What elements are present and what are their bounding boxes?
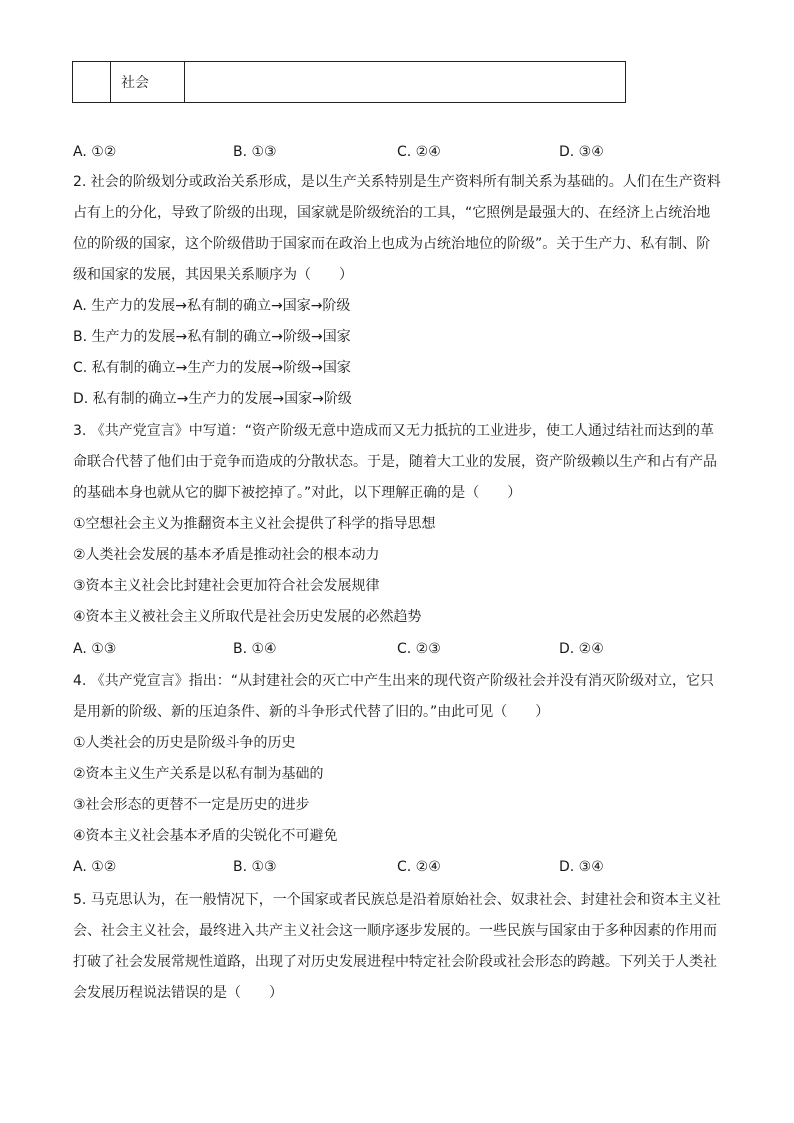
q5-stem-line: 会、社会主义社会，最终进入共产主义社会这一顺序逐步发展的。一些民族与国家由于多种因素的作用而	[73, 923, 717, 939]
q3-stem-line: 的基础本身也就从它的脚下被挖掉了。”对此，以下理解正确的是（ ）	[73, 485, 522, 501]
table-cell-content	[185, 62, 626, 103]
q3-statement: ④资本主义被社会主义所取代是社会历史发展的必然趋势	[73, 609, 422, 625]
q3-option-c[interactable]: C. ②③	[397, 641, 441, 657]
q2-choice-c[interactable]: C. 私有制的确立→生产力的发展→阶级→国家	[73, 360, 351, 376]
q4-option-a[interactable]: A. ①②	[73, 859, 117, 875]
q2-choice-b[interactable]: B. 生产力的发展→私有制的确立→阶级→国家	[73, 329, 351, 345]
q3-statement: ②人类社会发展的基本矛盾是推动社会的根本动力	[73, 547, 380, 563]
q5-stem-line: 会发展历程说法错误的是（ ）	[73, 985, 283, 1001]
q3-stem-line: 命联合代替了他们由于竞争而造成的分散状态。于是，随着大工业的发展，资产阶级赖以生产和占有产品	[73, 454, 717, 470]
q2-stem-line: 级和国家的发展，其因果关系顺序为（ ）	[73, 267, 353, 283]
q3-option-a[interactable]: A. ①③	[73, 641, 117, 657]
q5-stem-line: 打破了社会发展常规性道路，出现了对历史发展进程中特定社会阶段或社会形态的跨越。下列关于人类社	[73, 954, 717, 970]
q4-statement: ④资本主义社会基本矛盾的尖锐化不可避免	[73, 828, 338, 844]
q4-option-b[interactable]: B. ①③	[233, 859, 277, 875]
q4-option-d[interactable]: D. ③④	[559, 859, 604, 875]
q1-option-c[interactable]: C. ②④	[397, 144, 441, 160]
table-cell-label: 社会	[111, 62, 185, 103]
q4-option-c[interactable]: C. ②④	[397, 859, 441, 875]
q4-statement: ①人类社会的历史是阶级斗争的历史	[73, 735, 296, 751]
q3-option-d[interactable]: D. ②④	[559, 641, 604, 657]
q3-option-b[interactable]: B. ①④	[233, 641, 277, 657]
q5-stem-line: 5. 马克思认为，在一般情况下，一个国家或者民族总是沿着原始社会、奴隶社会、封建社会和资本主义社	[73, 892, 721, 908]
q4-stem-line: 是用新的阶级、新的压迫条件、新的斗争形式代替了旧的。”由此可见（ ）	[73, 704, 550, 720]
q2-stem-line: 2. 社会的阶级划分或政治关系形成，是以生产关系特别是生产资料所有制关系为基础的。人们在生产资料	[73, 174, 721, 190]
q4-stem-line: 4. 《共产党宣言》指出：“从封建社会的灭亡中产生出来的现代资产阶级社会并没有消灭阶级对立，它只	[73, 673, 715, 689]
q1-option-b[interactable]: B. ①③	[233, 144, 277, 160]
q1-option-d[interactable]: D. ③④	[559, 144, 604, 160]
q3-statement: ①空想社会主义为推翻资本主义社会提供了科学的指导思想	[73, 516, 436, 532]
q4-statement: ②资本主义生产关系是以私有制为基础的	[73, 766, 324, 782]
q2-choice-a[interactable]: A. 生产力的发展→私有制的确立→国家→阶级	[73, 298, 351, 314]
q3-stem-line: 3. 《共产党宣言》中写道：“资产阶级无意中造成而又无力抵抗的工业进步，使工人通过结社而达到的革	[73, 423, 715, 439]
q2-choice-d[interactable]: D. 私有制的确立→生产力的发展→国家→阶级	[73, 391, 352, 407]
table-row	[73, 62, 626, 103]
q2-stem-line: 占有上的分化，导致了阶级的出现，国家就是阶级统治的工具，“它照例是最强大的、在经济上占统治地	[73, 205, 711, 221]
table-cell-empty	[73, 62, 111, 103]
table-fragment	[72, 61, 626, 103]
q2-stem-line: 位的阶级的国家，这个阶级借助于国家而在政治上也成为占统治地位的阶级”。关于生产力、私有制、阶	[73, 236, 711, 252]
q3-statement: ③资本主义社会比封建社会更加符合社会发展规律	[73, 578, 380, 594]
q1-option-a[interactable]: A. ①②	[73, 144, 117, 160]
q4-statement: ③社会形态的更替不一定是历史的进步	[73, 797, 310, 813]
